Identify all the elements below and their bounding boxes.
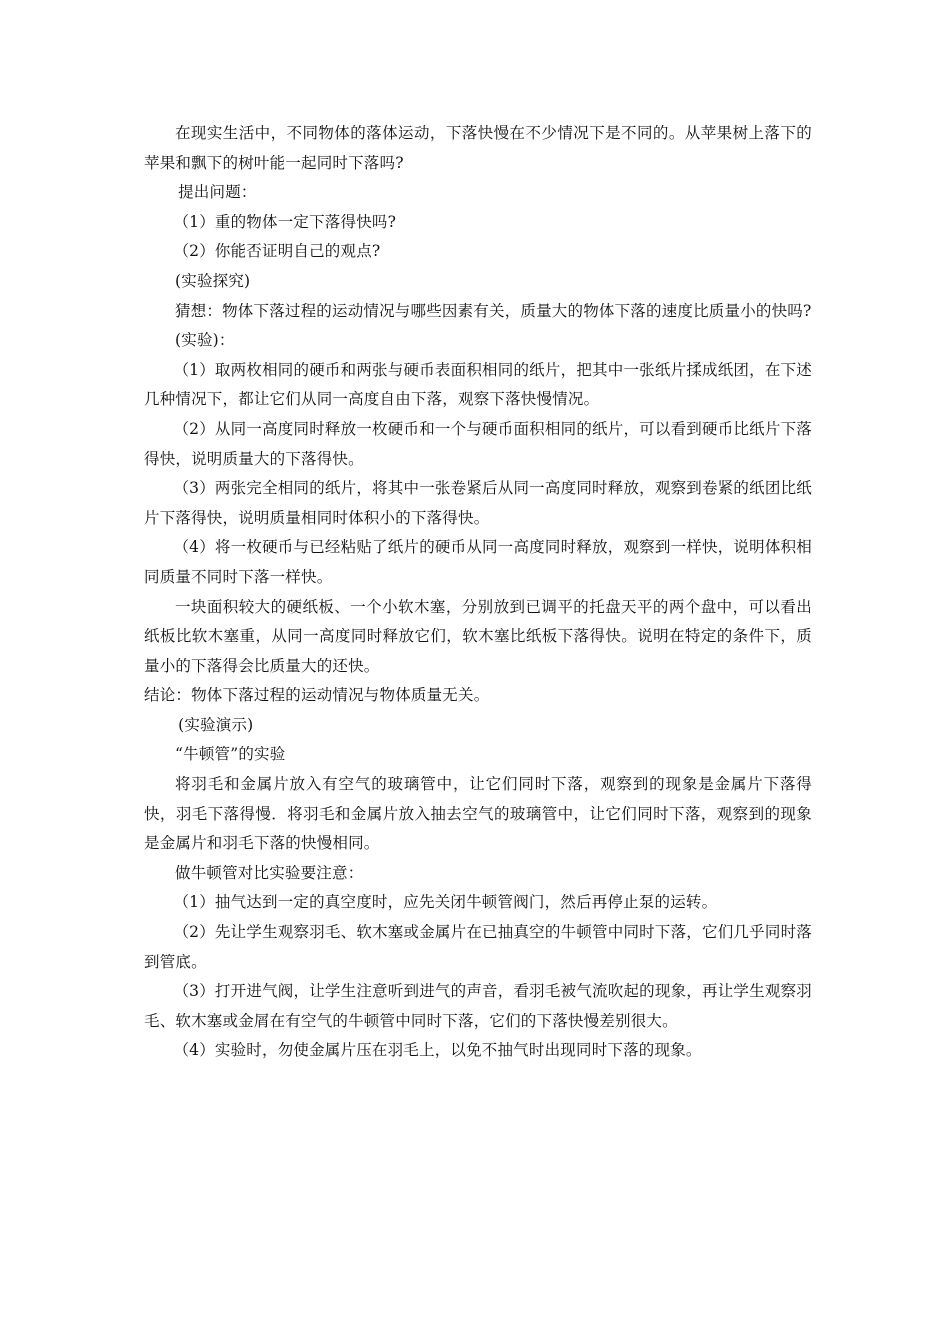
note-item-2: （2）先让学生观察羽毛、软木塞或金属片在已抽真空的牛顿管中同时下落，它们几乎同时落到管底。 <box>144 923 812 971</box>
newton-tube-title: “牛顿管”的实验 <box>175 745 286 764</box>
experiment-step-3: （3）两张完全相同的纸片，将其中一张卷紧后从同一高度同时释放，观察到卷紧的纸团比纸片下落得快，说明质量相同时体积小的下落得快。 <box>144 479 812 527</box>
newton-tube-description: 将羽毛和金属片放入有空气的玻璃管中，让它们同时下落，观察到的现象是金属片下落得快，羽毛下落得慢．将羽毛和金属片放入抽去空气的玻璃管中，让它们同时下落，观察到的现象是金属片和羽毛下落的快慢相同。 <box>144 775 812 853</box>
section-heading-demonstration: (实验演示) <box>178 715 254 734</box>
document-body <box>144 119 812 1066</box>
conclusion-paragraph: 结论：物体下落过程的运动情况与物体质量无关。 <box>144 686 490 705</box>
section-heading-experiment: (实验)： <box>175 331 235 350</box>
question-item-1: （1）重的物体一定下落得快吗? <box>173 212 397 231</box>
note-item-1: （1）抽气达到一定的真空度时，应先关闭牛顿管阀门，然后再停止泵的运转。 <box>173 893 718 912</box>
question-item-2: （2）你能否证明自己的观点? <box>173 242 381 261</box>
question-heading: 提出问题： <box>178 183 257 202</box>
notes-heading: 做牛顿管对比实验要注意： <box>175 863 364 882</box>
note-item-4: （4）实验时，勿使金属片压在羽毛上，以免不抽气时出现同时下落的现象。 <box>173 1041 702 1060</box>
hypothesis-paragraph: 猜想：物体下落过程的运动情况与哪些因素有关，质量大的物体下落的速度比质量小的快吗? <box>175 301 812 320</box>
note-item-3: （3）打开进气阀，让学生注意听到进气的声音，看羽毛被气流吹起的现象，再让学生观察羽毛、软木塞或金屑在有空气的牛顿管中同时下落，它们的下落快慢差别很大。 <box>144 982 812 1030</box>
intro-paragraph: 在现实生活中，不同物体的落体运动，下落快慢在不少情况下是不同的。从苹果树上落下的苹果和飘下的树叶能一起同时下落吗? <box>144 124 812 172</box>
section-heading-experiment-inquiry: (实验探究) <box>175 271 251 290</box>
experiment-step-1: （1）取两枚相同的硬币和两张与硬币表面积相同的纸片，把其中一张纸片揉成纸团，在下述几种情况下，都让它们从同一高度自由下落，观察下落快慢情况。 <box>144 360 812 409</box>
experiment-step-4: （4）将一枚硬币与已经粘贴了纸片的硬币从同一高度同时释放，观察到一样快，说明体积相同质量不同时下落一样快。 <box>144 538 812 586</box>
cardboard-cork-paragraph: 一块面积较大的硬纸板、一个小软木塞，分别放到已调平的托盘天平的两个盘中，可以看出纸板比软木塞重，从同一高度同时释放它们，软木塞比纸板下落得快。说明在特定的条件下，质量小的下落得会比质量大的还快。 <box>144 597 812 675</box>
experiment-step-2: （2）从同一高度同时释放一枚硬币和一个与硬币面积相同的纸片，可以看到硬币比纸片下落得快，说明质量大的下落得快。 <box>144 419 812 468</box>
